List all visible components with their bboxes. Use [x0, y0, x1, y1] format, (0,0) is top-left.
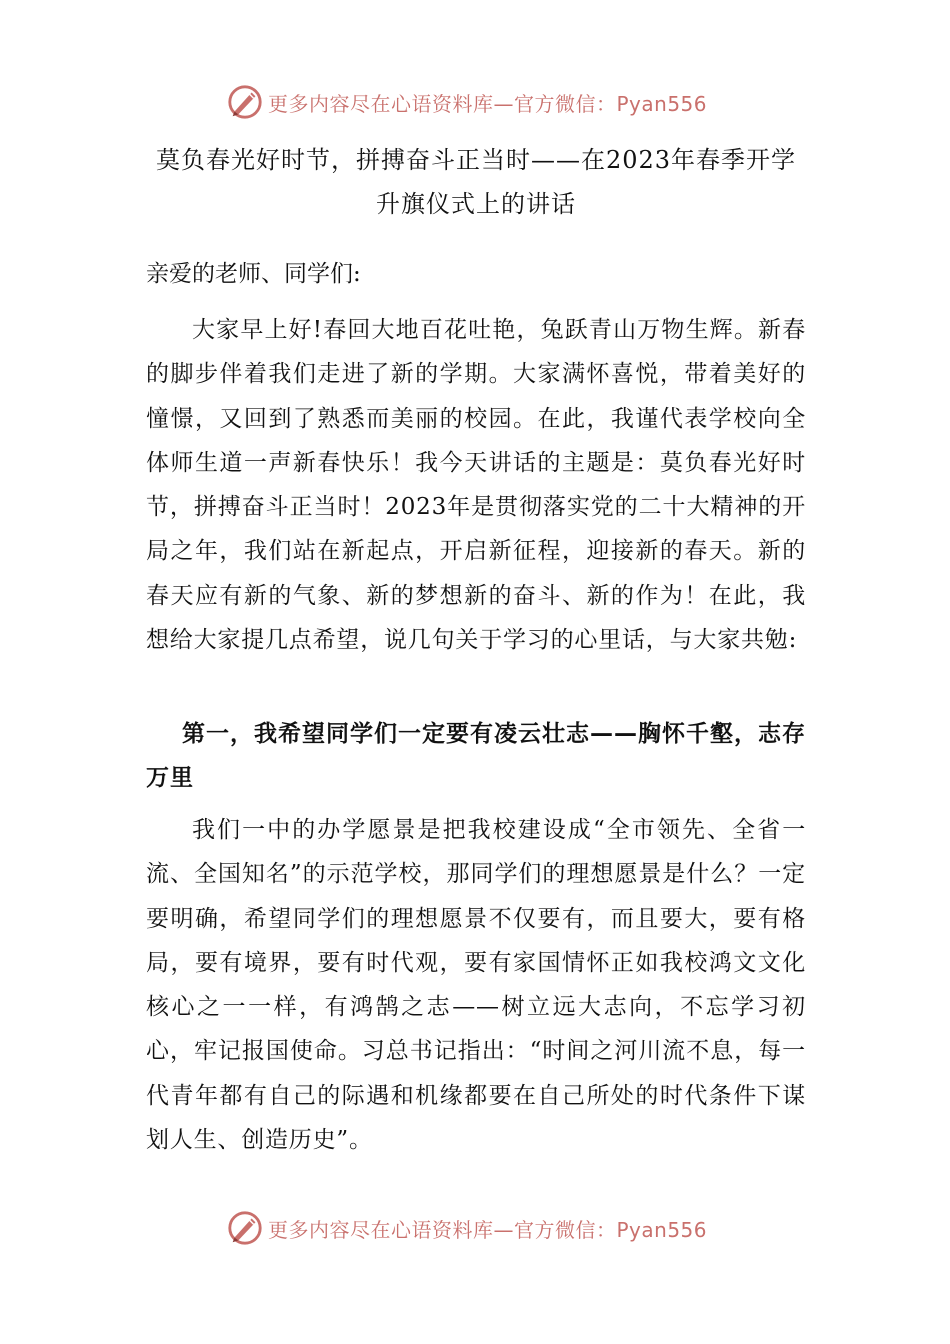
watermark-text: 更多内容尽在心语资料库—官方微信：Pyan556 [268, 1217, 708, 1242]
pen-circle-logo-icon [226, 1209, 264, 1247]
watermark-header [226, 80, 746, 124]
section-heading-first: 第一，我希望同学们一定要有凌云壮志——胸怀千壑，志存万里 [146, 721, 806, 791]
watermark-footer [226, 1206, 746, 1250]
document-title: 莫负春光好时节，拼搏奋斗正当时——在2023年春季开学升旗仪式上的讲话 [155, 146, 797, 218]
paragraph-first-section: 我们一中的办学愿景是把我校建设成“全市领先、全省一流、全国知名”的示范学校，那同学们的理想愿景是什么？一定要明确，希望同学们的理想愿景不仅要有，而且要大，要有格局，要有境界，要有时代观，要有家国情怀正如我校鸿文文化核心之一一样，有鸿鹄之志——树立远大志向，不忘学习初心，牢记报国使命。习总书记指出：“时间之河川流不息，每一代青年都有自己的际遇和机缘都要在自己所处的时代条件下谋划人生、创造历史”。 [146, 817, 806, 1154]
pen-circle-logo-icon [226, 83, 264, 121]
salutation: 亲爱的老师、同学们: [146, 261, 361, 287]
watermark-text: 更多内容尽在心语资料库—官方微信：Pyan556 [268, 91, 708, 116]
paragraph-opening: 大家早上好!春回大地百花吐艳，兔跃青山万物生辉。新春的脚步伴着我们走进了新的学期。大家满怀喜悦，带着美好的憧憬，又回到了熟悉而美丽的校园。在此，我谨代表学校向全体师生道一声新春快乐！我今天讲话的主题是：莫负春光好时节，拼搏奋斗正当时！2023年是贯彻落实党的二十大精神的开局之年，我们站在新起点，开启新征程，迎接新的春天。新的春天应有新的气象、新的梦想新的奋斗、新的作为！在此，我想给大家提几点希望，说几句关于学习的心里话，与大家共勉: [146, 317, 806, 654]
